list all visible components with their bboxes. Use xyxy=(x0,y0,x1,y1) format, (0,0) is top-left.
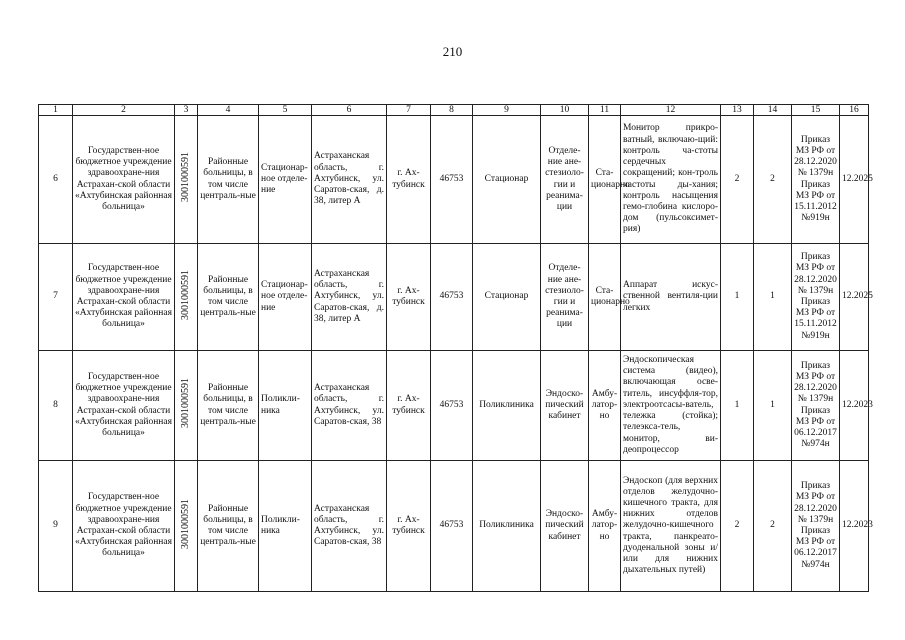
address: Астраханская область, г. Ахтубинск, ул. Саратов-ская, д. 38, литер А xyxy=(312,116,387,244)
quantity-planned: 1 xyxy=(754,244,792,351)
equipment: Монитор прикро-ватный, включаю-щий: контроль ча-стоты сердечных сокращений; кон-троль частоты ды-хания; контроль насыщения гемо-глобина кислоро-дом (пульсоксимет-рия) xyxy=(621,116,721,244)
inn-code: 3001000591 xyxy=(180,152,192,203)
care-form: Ста-ционарно xyxy=(589,116,621,244)
address: Астраханская область, г. Ахтубинск, ул. Саратов-ская, 38 xyxy=(312,351,387,461)
department: Поликли-ника xyxy=(259,351,312,461)
row-number: 8 xyxy=(39,351,73,461)
care-form: Амбу-латор-но xyxy=(589,351,621,461)
column-number: 6 xyxy=(312,105,387,116)
column-number: 4 xyxy=(198,105,259,116)
facility-type: Районные больницы, в том числе централь-ные xyxy=(198,461,259,592)
department: Стационар-ное отделе-ние xyxy=(259,116,312,244)
column-number: 2 xyxy=(73,105,175,116)
inn-code: 3001000591 xyxy=(180,378,192,429)
organization-name: Государствен-ное бюджетное учреждение здравоохране-ния Астрахан-ской области «Ахтубинская районная больница» xyxy=(73,461,175,592)
column-number: 15 xyxy=(792,105,840,116)
code: 46753 xyxy=(431,351,473,461)
city: г. Ах-тубинск xyxy=(387,351,431,461)
deadline: 12.2025 xyxy=(840,244,869,351)
city: г. Ах-тубинск xyxy=(387,116,431,244)
column-number: 10 xyxy=(541,105,589,116)
legal-basis: Приказ МЗ РФ от 28.12.2020 № 1379н Приказ МЗ РФ от 06.12.2017 №974н xyxy=(792,351,840,461)
inn-code: 3001000591 xyxy=(180,269,192,320)
legal-basis: Приказ МЗ РФ от 28.12.2020 № 1379н Приказ МЗ РФ от 15.11.2012 №919н xyxy=(792,244,840,351)
organization-name: Государствен-ное бюджетное учреждение здравоохране-ния Астрахан-ской области «Ахтубинская районная больница» xyxy=(73,351,175,461)
deadline: 12.2023 xyxy=(840,351,869,461)
inn-code: 3001000591 xyxy=(180,498,192,549)
column-number: 14 xyxy=(754,105,792,116)
quantity-planned: 2 xyxy=(754,461,792,592)
facility-type: Районные больницы, в том числе централь-ные xyxy=(198,244,259,351)
equipment: Эндоскоп (для верхних отделов желудочно-кишечного тракта, для нижних отделов желудочно-кишечного тракта, панкреато-дуоденальной зоны и/или для нижних дыхательных путей) xyxy=(621,461,721,592)
care-form: Амбу-латор-но xyxy=(589,461,621,592)
page-number: 210 xyxy=(442,44,463,59)
unit: Стационар xyxy=(473,244,541,351)
row-number: 7 xyxy=(39,244,73,351)
department: Стационар-ное отделе-ние xyxy=(259,244,312,351)
organization-name: Государствен-ное бюджетное учреждение здравоохране-ния Астрахан-ской области «Ахтубинская районная больница» xyxy=(73,244,175,351)
city: г. Ах-тубинск xyxy=(387,461,431,592)
legal-basis: Приказ МЗ РФ от 28.12.2020 № 1379н Приказ МЗ РФ от 06.12.2017 №974н xyxy=(792,461,840,592)
code: 46753 xyxy=(431,461,473,592)
column-number: 16 xyxy=(840,105,869,116)
column-number: 5 xyxy=(259,105,312,116)
department: Поликли-ника xyxy=(259,461,312,592)
subdivision: Эндоско-пический кабинет xyxy=(541,351,589,461)
unit: Поликлиника xyxy=(473,461,541,592)
subdivision: Отделе-ние ане-стезиоло-гии и реанима-ции xyxy=(541,244,589,351)
row-number: 9 xyxy=(39,461,73,592)
organization-name: Государствен-ное бюджетное учреждение здравоохране-ния Астрахан-ской области «Ахтубинская районная больница» xyxy=(73,116,175,244)
equipment: Эндоскопическая система (видео), включающая осве-титель, инсуффля-тор, электроотсасы-ватель, тележка (стойка); телеэкса-тель, монитор, ви-деопроцессор xyxy=(621,351,721,461)
table-row xyxy=(39,461,869,592)
column-number: 11 xyxy=(589,105,621,116)
table-row xyxy=(39,351,869,461)
column-number: 3 xyxy=(175,105,198,116)
quantity-planned: 1 xyxy=(754,351,792,461)
quantity-required: 1 xyxy=(721,244,754,351)
deadline: 12.2023 xyxy=(840,461,869,592)
unit: Поликлиника xyxy=(473,351,541,461)
table-row xyxy=(39,244,869,351)
subdivision: Отделе-ние ане-стезиоло-гии и реанима-ции xyxy=(541,116,589,244)
quantity-required: 1 xyxy=(721,351,754,461)
column-number: 7 xyxy=(387,105,431,116)
unit: Стационар xyxy=(473,116,541,244)
column-number: 13 xyxy=(721,105,754,116)
facility-type: Районные больницы, в том числе централь-ные xyxy=(198,116,259,244)
code: 46753 xyxy=(431,116,473,244)
table-row xyxy=(39,116,869,244)
address: Астраханская область, г. Ахтубинск, ул. Саратов-ская, д. 38, литер А xyxy=(312,244,387,351)
facility-type: Районные больницы, в том числе централь-ные xyxy=(198,351,259,461)
table-header-row xyxy=(39,105,869,116)
address: Астраханская область, г. Ахтубинск, ул. Саратов-ская, 38 xyxy=(312,461,387,592)
quantity-required: 2 xyxy=(721,116,754,244)
legal-basis: Приказ МЗ РФ от 28.12.2020 № 1379н Приказ МЗ РФ от 15.11.2012 №919н xyxy=(792,116,840,244)
city: г. Ах-тубинск xyxy=(387,244,431,351)
column-number: 1 xyxy=(39,105,73,116)
column-number: 12 xyxy=(621,105,721,116)
equipment-table xyxy=(38,104,873,592)
deadline: 12.2025 xyxy=(840,116,869,244)
row-number: 6 xyxy=(39,116,73,244)
quantity-required: 2 xyxy=(721,461,754,592)
care-form: Ста-ционарно xyxy=(589,244,621,351)
column-number: 8 xyxy=(431,105,473,116)
subdivision: Эндоско-пический кабинет xyxy=(541,461,589,592)
quantity-planned: 2 xyxy=(754,116,792,244)
code: 46753 xyxy=(431,244,473,351)
column-number: 9 xyxy=(473,105,541,116)
equipment: Аппарат искус-ственной вентиля-ции легких xyxy=(621,244,721,351)
